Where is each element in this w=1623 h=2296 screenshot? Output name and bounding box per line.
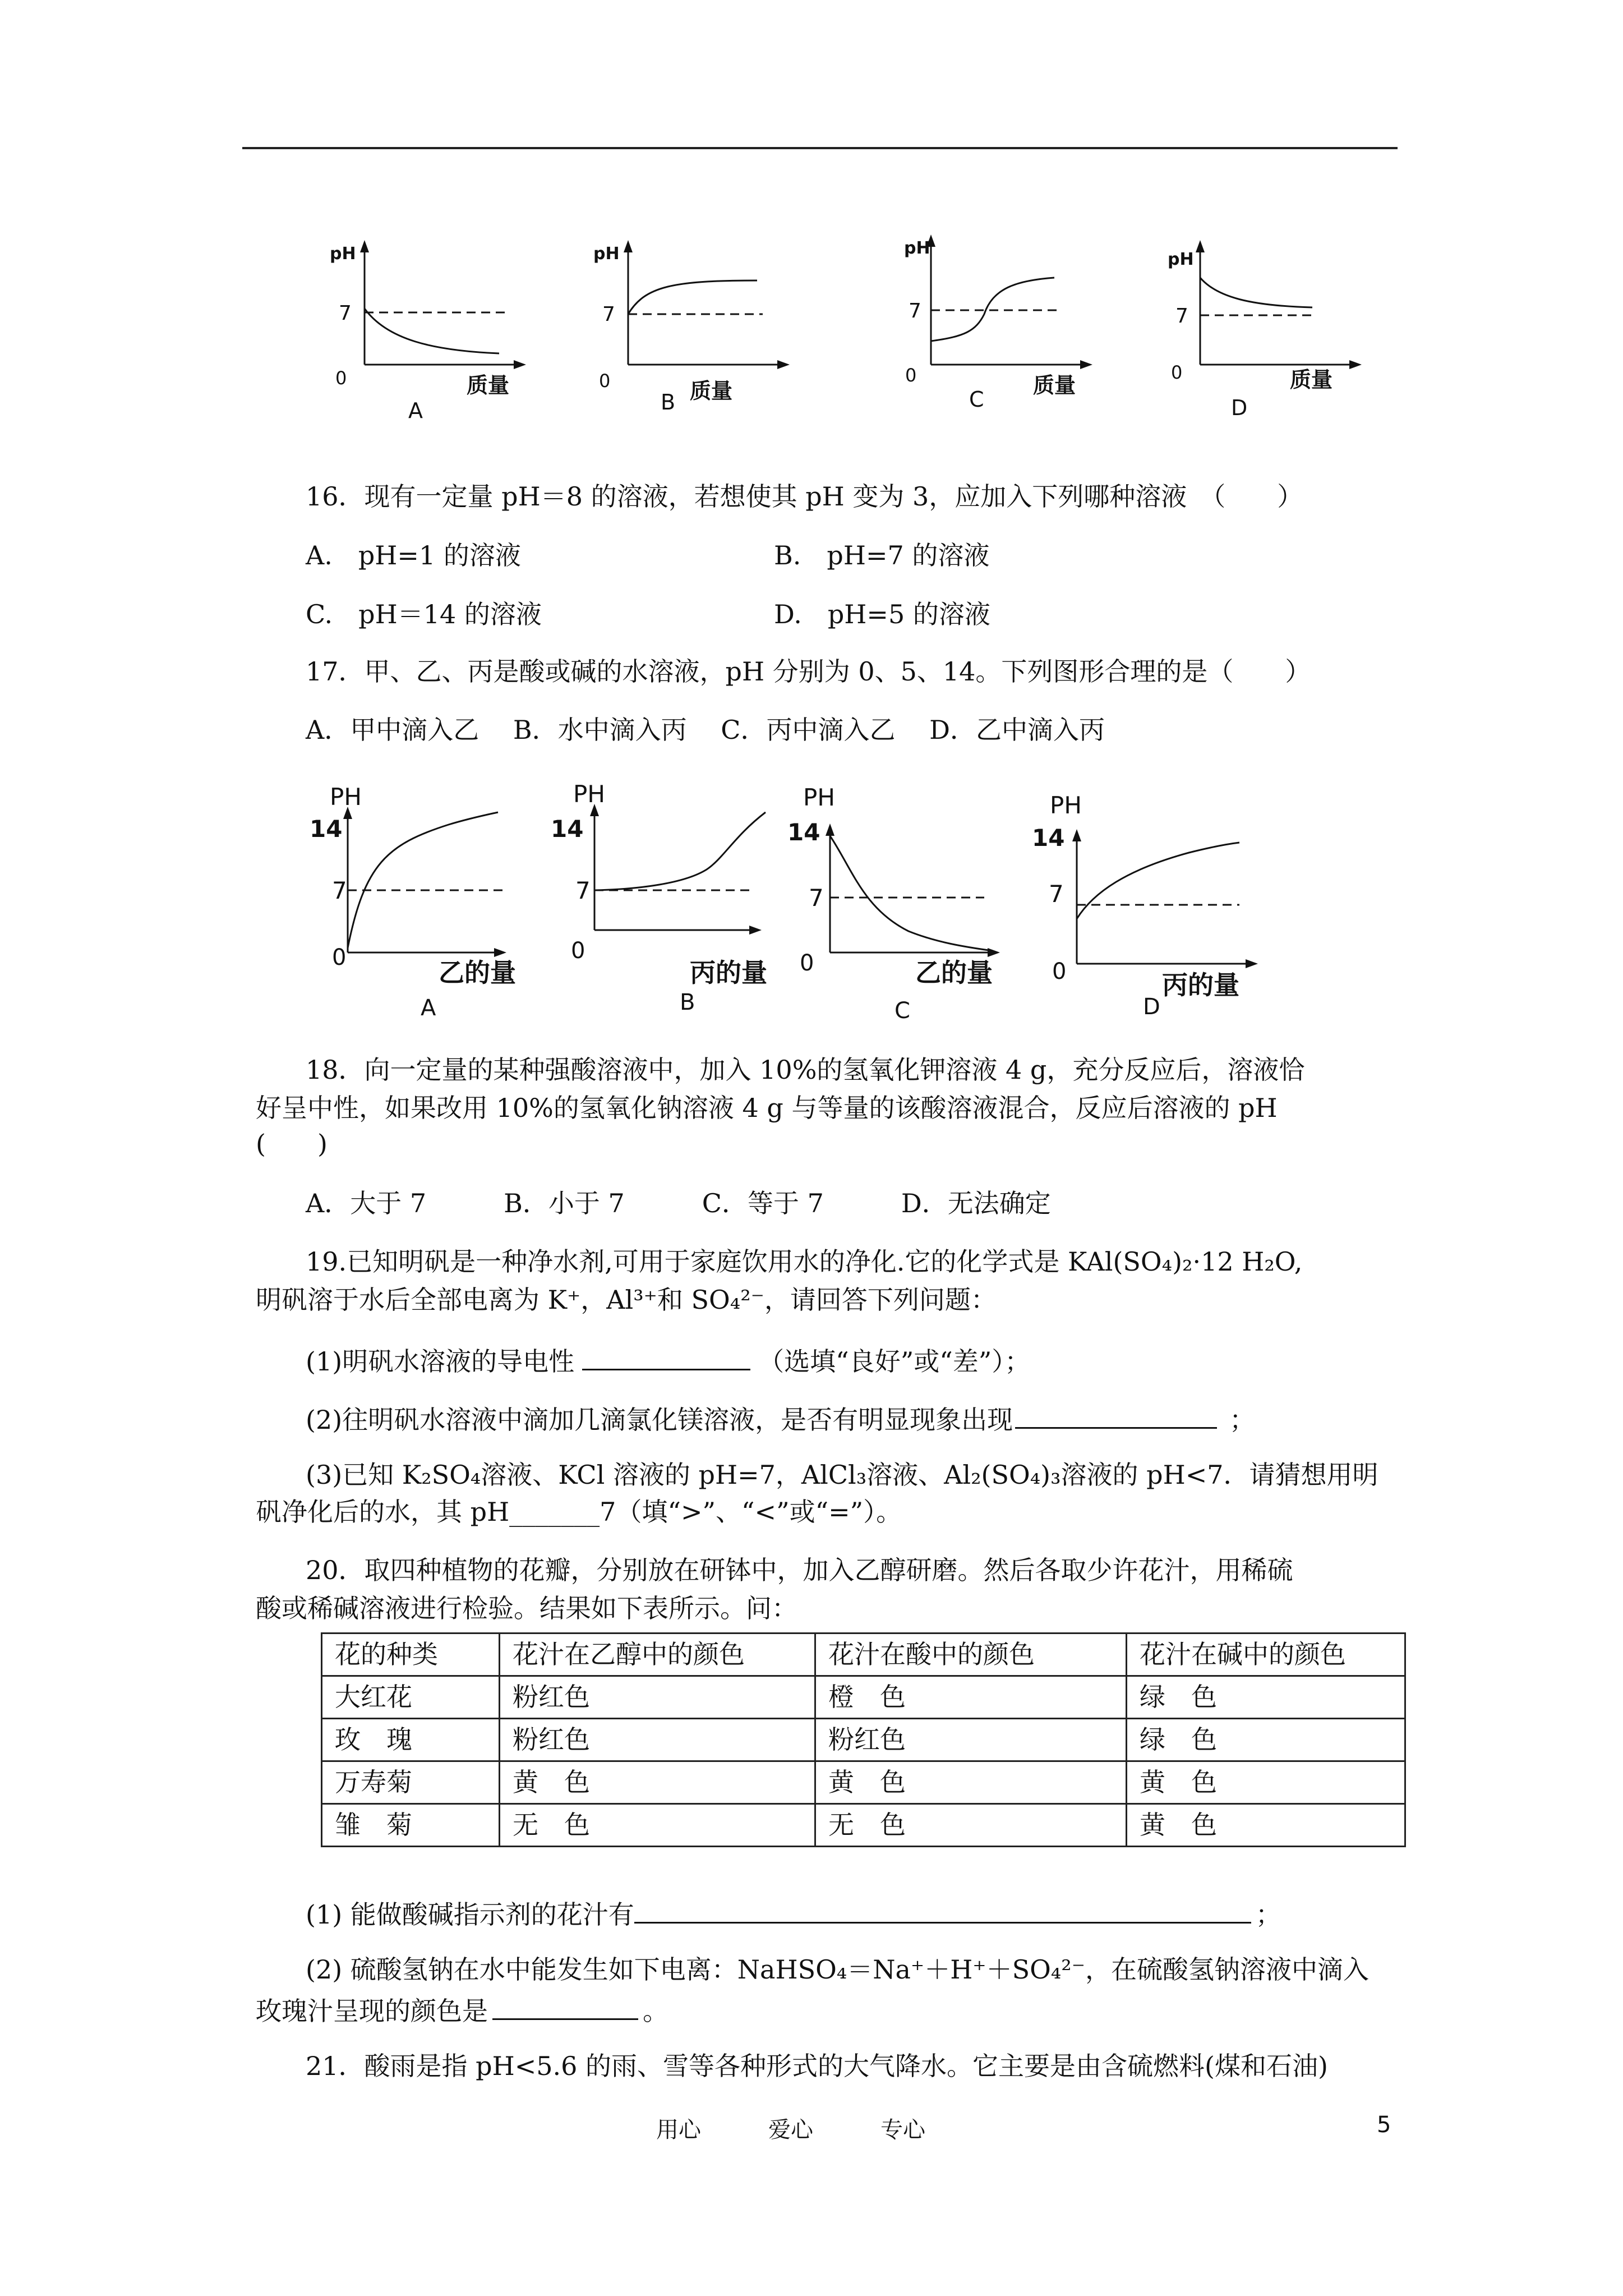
origin-label: 0: [905, 365, 917, 386]
table-cell: 绿 色: [1127, 1676, 1405, 1719]
seven-label: 7: [1049, 880, 1064, 908]
ph-curve: [628, 280, 757, 314]
q16-stem: 16．现有一定量 pH＝8 的溶液，若想使其 pH 变为 3，应加入下列哪种溶液 （ ）: [306, 481, 1303, 512]
q17-stem: 17．甲、乙、丙是酸或碱的水溶液，pH 分别为 0、5、14。下列图形合理的是（ ）: [306, 656, 1311, 687]
table-row: [322, 1719, 1405, 1761]
q19-sub2-prompt: (2)往明矾水溶液中滴加几滴氯化镁溶液，是否有明显现象出现: [306, 1405, 1013, 1435]
q18-line2: 好呈中性，如果改用 10%的氢氧化钠溶液 4 g 与等量的该酸溶液混合，反应后溶液的 pH: [256, 1093, 1278, 1123]
q19-sub3-line1: (3)已知 K₂SO₄溶液、KCl 溶液的 pH=7，AlCl₃溶液、Al₂(SO₄)₃溶液的 pH<7．请猜想用明: [306, 1460, 1378, 1490]
graph-row1-a: [320, 224, 550, 426]
q19-sub2: [306, 1401, 1255, 1435]
q20-answer-blank-2[interactable]: [492, 1993, 638, 2020]
graph-row2-d: [1032, 780, 1290, 1032]
seven-label: 7: [809, 884, 824, 912]
q19-line1: 19.已知明矾是一种净水剂,可用于家庭饮用水的净化.它的化学式是 KAl(SO₄)₂·12 H₂O,: [306, 1246, 1303, 1277]
graph-row1-d: [1155, 224, 1385, 426]
q19-answer-blank-2[interactable]: [1015, 1401, 1217, 1429]
table-header-row: [322, 1634, 1405, 1676]
y-label: PH: [803, 784, 835, 811]
ph-curve: [594, 812, 766, 890]
q19-line2: 明矾溶于水后全部电离为 K⁺，Al³⁺和 SO₄²⁻，请回答下列问题：: [256, 1285, 997, 1315]
header-rule: [242, 147, 1398, 149]
ph-curve: [1077, 843, 1239, 919]
seven-label: 7: [602, 303, 615, 326]
y-arrow: [360, 240, 369, 252]
graph-letter: C: [895, 998, 910, 1024]
origin-label: 0: [335, 367, 347, 389]
table-row: [322, 1804, 1405, 1847]
graph-letter: C: [969, 387, 984, 412]
x-label: 丙的量: [690, 958, 767, 988]
q16-option-c: C. pH＝14 的溶液: [306, 599, 542, 629]
q20-sub2-end: 。: [643, 1996, 668, 2026]
q19-sub1-hint: （选填“良好”或“差”）；: [758, 1346, 1031, 1377]
table-cell: 无 色: [500, 1804, 815, 1847]
x-arrow: [494, 948, 506, 957]
flower-color-table: [321, 1632, 1406, 1847]
graph-row1-c: [886, 224, 1116, 426]
ph-curve: [1200, 278, 1312, 307]
top-label: 14: [310, 815, 343, 843]
y-arrow: [826, 823, 834, 836]
graph-row2-b: [550, 780, 796, 1032]
seven-label: 7: [1175, 305, 1188, 328]
table-cell: 黄 色: [1127, 1761, 1405, 1804]
q19-sub1: [306, 1343, 1030, 1377]
table-cell: 玫 瑰: [322, 1719, 500, 1761]
origin-label: 0: [1171, 362, 1183, 383]
graph-row1-b: [583, 224, 813, 426]
y-arrow: [1196, 240, 1205, 252]
seven-label: 7: [909, 300, 921, 323]
table-cell: 橙 色: [815, 1676, 1127, 1719]
q21-line1: 21．酸雨是指 pH<5.6 的雨、雪等各种形式的大气降水。它主要是由含硫燃料(煤和石油): [306, 2051, 1328, 2081]
table-header-cell: 花汁在碱中的颜色: [1127, 1634, 1405, 1676]
y-label: pH: [593, 244, 620, 264]
y-arrow: [624, 240, 633, 252]
y-label: PH: [573, 780, 605, 808]
y-label: pH: [1168, 250, 1194, 269]
q18-line3: ( ): [256, 1129, 328, 1159]
q19-sub1-prompt: (1)明矾水溶液的导电性: [306, 1346, 575, 1377]
origin-label: 0: [800, 950, 814, 976]
graph-letter: D: [1143, 994, 1160, 1020]
top-label: 14: [1032, 824, 1065, 852]
q20-sub2-line1: (2) 硫酸氢钠在水中能发生如下电离：NaHSO₄＝Na⁺＋H⁺＋SO₄²⁻，在硫酸氢钠溶液中滴入: [306, 1954, 1369, 1985]
q20-answer-blank-1[interactable]: [634, 1896, 1251, 1924]
table-cell: 雏 菊: [322, 1804, 500, 1847]
top-label: 14: [551, 815, 584, 843]
seven-label: 7: [332, 877, 347, 904]
top-label: 14: [787, 818, 820, 846]
q16-option-b: B. pH=7 的溶液: [774, 540, 990, 570]
q16-option-d: D. pH=5 的溶液: [774, 599, 990, 629]
y-label: PH: [1050, 792, 1082, 819]
ph-curve: [348, 812, 498, 948]
q16-option-a: A. pH=1 的溶液: [306, 540, 521, 570]
origin-label: 0: [599, 370, 611, 392]
seven-label: 7: [339, 302, 352, 325]
q20-line2: 酸或稀碱溶液进行检验。结果如下表所示。问：: [256, 1593, 797, 1623]
graph-letter: B: [661, 390, 676, 415]
q18-line1: 18．向一定量的某种强酸溶液中，加入 10%的氢氧化钾溶液 4 g，充分反应后，溶液恰: [306, 1055, 1305, 1085]
q19-sub2-end: ；: [1229, 1405, 1256, 1435]
origin-label: 0: [332, 945, 347, 970]
table-row: [322, 1761, 1405, 1804]
x-label: 丙的量: [1162, 970, 1239, 1000]
table-cell: 黄 色: [815, 1761, 1127, 1804]
y-label: pH: [904, 238, 930, 258]
q17-options: A．甲中滴入乙 B．水中滴入丙 C．丙中滴入乙 D．乙中滴入丙: [306, 715, 1105, 745]
x-label: 质量: [467, 373, 510, 398]
q19-sub3-line2: 矾净化后的水，其 pH_______7（填“>”、“<”或“=”）。: [256, 1497, 902, 1527]
table-header-cell: 花汁在酸中的颜色: [815, 1634, 1127, 1676]
x-arrow: [1080, 360, 1092, 369]
footer-motto: 用心 爱心 专心: [656, 2117, 925, 2143]
graph-letter: D: [1231, 395, 1248, 420]
x-arrow: [777, 360, 790, 369]
table-cell: 粉红色: [500, 1719, 815, 1761]
origin-label: 0: [1052, 959, 1067, 984]
graph-letter: A: [408, 398, 423, 423]
x-label: 质量: [690, 379, 733, 403]
table-cell: 粉红色: [500, 1676, 815, 1719]
seven-label: 7: [575, 877, 591, 904]
q20-sub2-prompt: 玫瑰汁呈现的颜色是: [256, 1996, 488, 2026]
x-arrow: [749, 926, 762, 935]
graph-row2-a: [303, 780, 561, 1032]
y-arrow: [1072, 829, 1081, 841]
x-arrow: [988, 948, 1000, 957]
q20-line1: 20．取四种植物的花瓣，分别放在研钵中，加入乙醇研磨。然后各取少许花汁，用稀硫: [306, 1555, 1293, 1585]
graph-letter: A: [421, 995, 436, 1021]
table-header-cell: 花汁在乙醇中的颜色: [500, 1634, 815, 1676]
x-arrow: [1349, 360, 1362, 369]
table-row: [322, 1676, 1405, 1719]
table-cell: 无 色: [815, 1804, 1127, 1847]
q20-sub1: [306, 1896, 1281, 1930]
table-cell: 黄 色: [500, 1761, 815, 1804]
table-cell: 万寿菊: [322, 1761, 500, 1804]
table-cell: 绿 色: [1127, 1719, 1405, 1761]
q19-answer-blank-1[interactable]: [582, 1343, 750, 1370]
table-cell: 大红花: [322, 1676, 500, 1719]
q18-options: A．大于 7 B．小于 7 C．等于 7 D．无法确定: [306, 1188, 1051, 1218]
q20-sub2-line2: [256, 1993, 668, 2027]
origin-label: 0: [571, 938, 585, 964]
x-label: 质量: [1033, 373, 1076, 398]
table-cell: 粉红色: [815, 1719, 1127, 1761]
q20-sub1-end: ；: [1255, 1899, 1281, 1930]
graph-row2-c: [785, 780, 1032, 1032]
ph-curve: [830, 836, 993, 951]
y-label: pH: [330, 244, 356, 264]
x-arrow: [514, 360, 526, 369]
graph-letter: B: [680, 990, 695, 1015]
q20-sub1-prompt: (1) 能做酸碱指示剂的花汁有: [306, 1899, 634, 1930]
x-label: 乙的量: [439, 958, 516, 988]
ph-curve: [365, 309, 499, 353]
x-label: 质量: [1290, 367, 1333, 392]
page-number: 5: [1377, 2112, 1391, 2138]
x-label: 乙的量: [915, 958, 993, 988]
y-label: PH: [330, 783, 362, 811]
table-cell: 黄 色: [1127, 1804, 1405, 1847]
x-arrow: [1246, 959, 1258, 968]
table-header-cell: 花的种类: [322, 1634, 500, 1676]
